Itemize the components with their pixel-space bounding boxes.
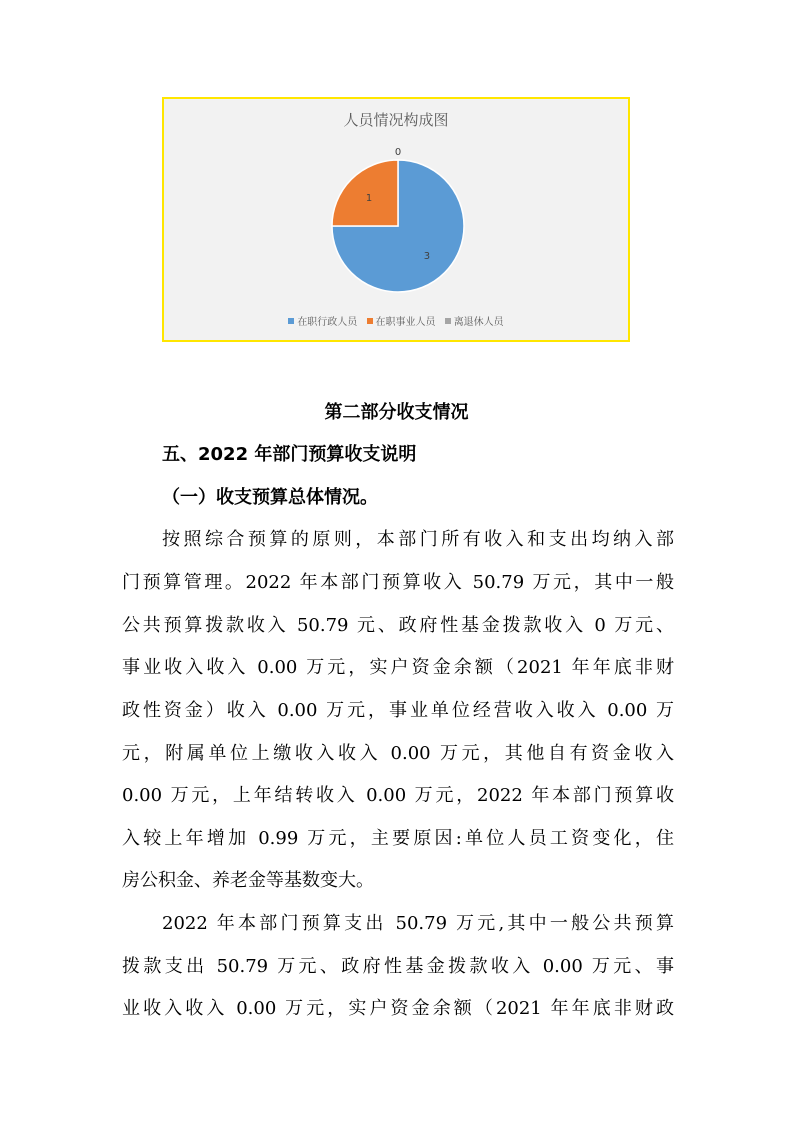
pie-data-label: 0 xyxy=(394,147,402,158)
paragraph-line: 2022 年本部门预算支出 50.79 万元,其中一般公共预算 xyxy=(162,913,674,934)
chart-title: 人员情况构成图 xyxy=(343,111,449,129)
paragraph-line: 政性资金）收入 0.00 万元，事业单位经营收入收入 0.00 万 xyxy=(122,700,674,721)
paragraph-line: 元，附属单位上缴收入收入 0.00 万元，其他自有资金收入 xyxy=(122,743,674,764)
paragraph-line: 0.00 万元，上年结转收入 0.00 万元，2022 年本部门预算收 xyxy=(122,785,674,806)
legend-label: 在职行政人员 xyxy=(297,317,358,328)
legend-swatch-admin xyxy=(288,318,294,324)
legend-label: 离退休人员 xyxy=(453,317,504,328)
paragraph-line: 事业收入收入 0.00 万元，实户资金余额（2021 年年底非财 xyxy=(122,657,674,678)
legend-item-admin xyxy=(288,313,357,328)
legend-swatch-retired xyxy=(445,318,451,324)
chart-legend xyxy=(164,313,628,328)
paragraph-line: 拨款支出 50.79 万元、政府性基金拨款收入 0.00 万元、事 xyxy=(122,956,674,977)
personnel-pie-chart xyxy=(162,97,630,342)
paragraph-line: 按照综合预算的原则，本部门所有收入和支出均纳入部 xyxy=(162,529,674,550)
legend-swatch-institution xyxy=(367,318,373,324)
paragraph-line: 房公积金、养老金等基数变大。 xyxy=(122,870,374,891)
paragraph-line: 公共预算拨款收入 50.79 元、政府性基金拨款收入 0 万元、 xyxy=(122,615,674,636)
part-title: 第二部分收支情况 xyxy=(324,402,469,423)
subsection-heading: （一）收支预算总体情况。 xyxy=(162,487,378,508)
paragraph-line: 门预算管理。2022 年本部门预算收入 50.79 万元，其中一般 xyxy=(122,572,674,593)
pie-data-label: 3 xyxy=(423,250,431,262)
section-heading: 五、2022 年部门预算收支说明 xyxy=(162,444,417,465)
legend-label: 在职事业人员 xyxy=(375,317,436,328)
legend-item-retired xyxy=(445,313,504,328)
pie-plot-area xyxy=(164,99,628,340)
paragraph-line: 入较上年增加 0.99 万元，主要原因:单位人员工资变化，住 xyxy=(122,828,674,849)
pie-data-label: 1 xyxy=(365,193,373,205)
paragraph-line: 业收入收入 0.00 万元，实户资金余额（2021 年年底非财政 xyxy=(122,998,674,1019)
legend-item-institution xyxy=(367,313,436,328)
